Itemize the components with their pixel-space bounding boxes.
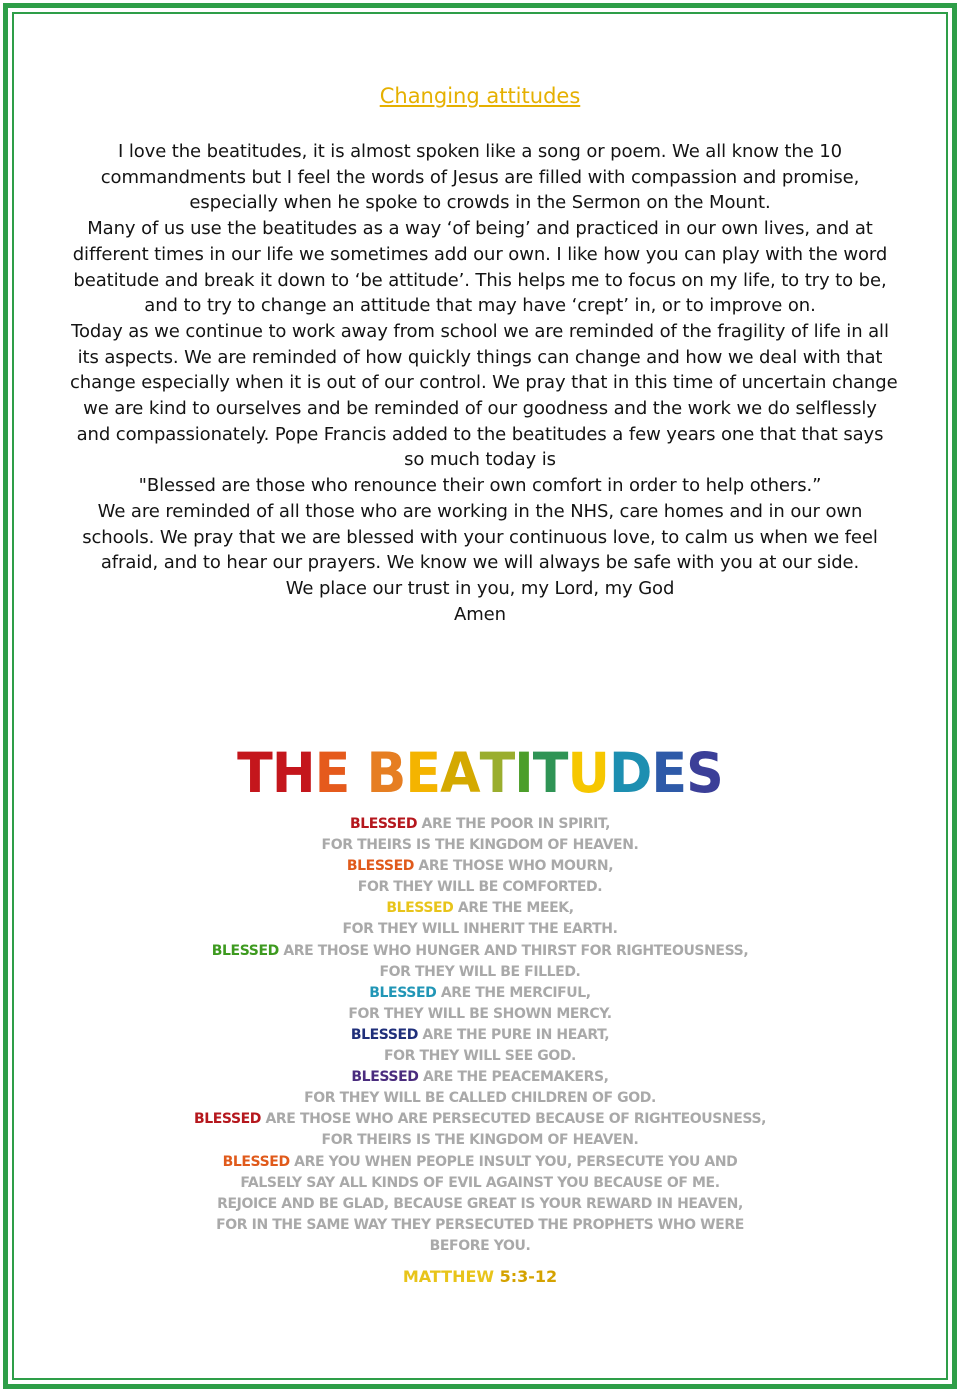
heading-letter: T (479, 741, 515, 805)
reflection-line: change especially when it is out of our control. We pray that in this time of uncertain change (70, 372, 898, 394)
reflection-line: schools. We pray that we are blessed with your continuous love, to calm us when we feel (82, 526, 878, 548)
verse-text: FOR THEIRS IS THE KINGDOM OF HEAVEN. (321, 837, 639, 854)
verse-line (0, 1109, 960, 1130)
reflection-line: its aspects. We are reminded of how quickly things can change and how we deal with that (77, 346, 883, 368)
reference-verses: 5:3-12 (494, 1266, 558, 1286)
verse-line (0, 856, 960, 877)
heading-letter: D (608, 741, 652, 805)
blessed-word: BLESSED (351, 1069, 419, 1086)
blessed-word: BLESSED (346, 858, 414, 875)
verse-line (0, 1215, 960, 1236)
reflection-line: Many of us use the beatitudes as a way ‘of being’ and practiced in our own lives, and at (87, 218, 873, 240)
reflection-text (70, 139, 898, 627)
verse-line (0, 1025, 960, 1046)
reflection-line: beatitude and break it down to ‘be attitude’. This helps me to focus on my life, to try to be, (73, 269, 887, 291)
verse-text: ARE THOSE WHO ARE PERSECUTED BECAUSE OF RIGHTEOUSNESS, (261, 1111, 767, 1128)
beatitudes-poster (0, 740, 960, 1286)
verse-text: FOR THEY WILL BE FILLED. (379, 963, 581, 980)
verse-text: BEFORE YOU. (429, 1237, 531, 1254)
reflection-line: afraid, and to hear our prayers. We know we will always be safe with you at our side. (100, 552, 860, 574)
reference-book: MATTHEW (402, 1266, 495, 1286)
verse-line (0, 1152, 960, 1173)
heading-letter: B (366, 741, 406, 805)
heading-letter: S (686, 741, 723, 805)
heading-letter: A (440, 741, 480, 805)
verse-line (0, 835, 960, 856)
verse-list (0, 814, 960, 1257)
reflection-line: We place our trust in you, my Lord, my God (285, 577, 675, 599)
verse-text: ARE THOSE WHO HUNGER AND THIRST FOR RIGHTEOUSNESS, (278, 942, 749, 959)
heading-letter: H (271, 741, 315, 805)
verse-line (0, 919, 960, 940)
verse-text: ARE YOU WHEN PEOPLE INSULT YOU, PERSECUTE YOU AND (289, 1153, 738, 1170)
reflection-line: We are reminded of all those who are working in the NHS, care homes and in our own (97, 500, 863, 522)
heading-letter: I (514, 741, 533, 805)
verse-line (0, 1194, 960, 1215)
reflection-line: "Blessed are those who renounce their own comfort in order to help others.” (138, 475, 822, 497)
blessed-word: BLESSED (193, 1111, 262, 1128)
verse-line (0, 983, 960, 1004)
page-title: Changing attitudes (379, 84, 581, 108)
blessed-word: BLESSED (386, 900, 454, 917)
verse-line (0, 941, 960, 962)
heading-letter: E (651, 741, 687, 805)
verse-text: ARE THE MEEK, (453, 900, 574, 917)
verse-line (0, 898, 960, 919)
verse-text: REJOICE AND BE GLAD, BECAUSE GREAT IS YOUR REWARD IN HEAVEN, (217, 1195, 743, 1212)
verse-line (0, 1088, 960, 1109)
verse-text: FOR THEY WILL BE SHOWN MERCY. (348, 1005, 612, 1022)
reflection-line: especially when he spoke to crowds in the Sermon on the Mount. (189, 192, 771, 214)
blessed-word: BLESSED (350, 1026, 418, 1043)
verse-line (0, 1236, 960, 1257)
reflection-line: I love the beatitudes, it is almost spoken like a song or poem. We all know the 10 (118, 141, 842, 162)
verse-line (0, 1130, 960, 1151)
verse-line (0, 1004, 960, 1025)
verse-text: ARE THE POOR IN SPIRIT, (417, 816, 611, 832)
verse-line (0, 962, 960, 983)
blessed-word: BLESSED (222, 1153, 290, 1170)
blessed-word: BLESSED (349, 816, 418, 832)
heading-letter: U (567, 741, 609, 805)
blessed-word: BLESSED (211, 942, 279, 959)
scripture-reference (0, 1267, 960, 1286)
verse-text: FOR THEY WILL SEE GOD. (384, 1048, 576, 1065)
verse-text: ARE THOSE WHO MOURN, (413, 858, 614, 875)
verse-line (0, 814, 960, 835)
reflection-line: and compassionately. Pope Francis added to the beatitudes a few years one that that says (76, 423, 884, 445)
verse-text: FOR THEIRS IS THE KINGDOM OF HEAVEN. (321, 1132, 639, 1149)
heading-letter: E (314, 741, 350, 805)
poster-heading (24, 740, 936, 806)
verse-text: FOR THEY WILL INHERIT THE EARTH. (342, 921, 618, 938)
verse-line (0, 1173, 960, 1194)
reflection-line: commandments but I feel the words of Jesus are filled with compassion and promise, (100, 166, 860, 188)
verse-text: ARE THE PURE IN HEART, (417, 1026, 610, 1043)
reflection-line: so much today is (404, 449, 556, 471)
reflection-line: and to try to change an attitude that may have ‘crept’ in, or to improve on. (144, 295, 816, 317)
reflection-line: different times in our life we sometimes add our own. I like how you can play with the word (72, 243, 888, 265)
verse-line (0, 877, 960, 898)
verse-text: ARE THE MERCIFUL, (436, 984, 591, 1001)
reflection-line: we are kind to ourselves and be reminded of our goodness and the work we do selflessly (83, 398, 877, 420)
verse-line (0, 1046, 960, 1067)
blessed-word: BLESSED (369, 984, 437, 1001)
heading-letter: T (237, 741, 272, 805)
verse-text: FOR IN THE SAME WAY THEY PERSECUTED THE PROPHETS WHO WERE (216, 1216, 744, 1233)
verse-text: FOR THEY WILL BE COMFORTED. (357, 879, 603, 896)
heading-letter: T (532, 741, 568, 805)
verse-text: FALSELY SAY ALL KINDS OF EVIL AGAINST YOU BECAUSE OF ME. (240, 1174, 720, 1191)
reflection-line: Today as we continue to work away from school we are reminded of the fragility of life in all (71, 320, 889, 342)
heading-letter: E (405, 741, 441, 805)
reflection-line: Amen (454, 603, 506, 625)
verse-text: ARE THE PEACEMAKERS, (418, 1069, 609, 1086)
verse-text: FOR THEY WILL BE CALLED CHILDREN OF GOD. (304, 1090, 656, 1107)
verse-line (0, 1067, 960, 1088)
